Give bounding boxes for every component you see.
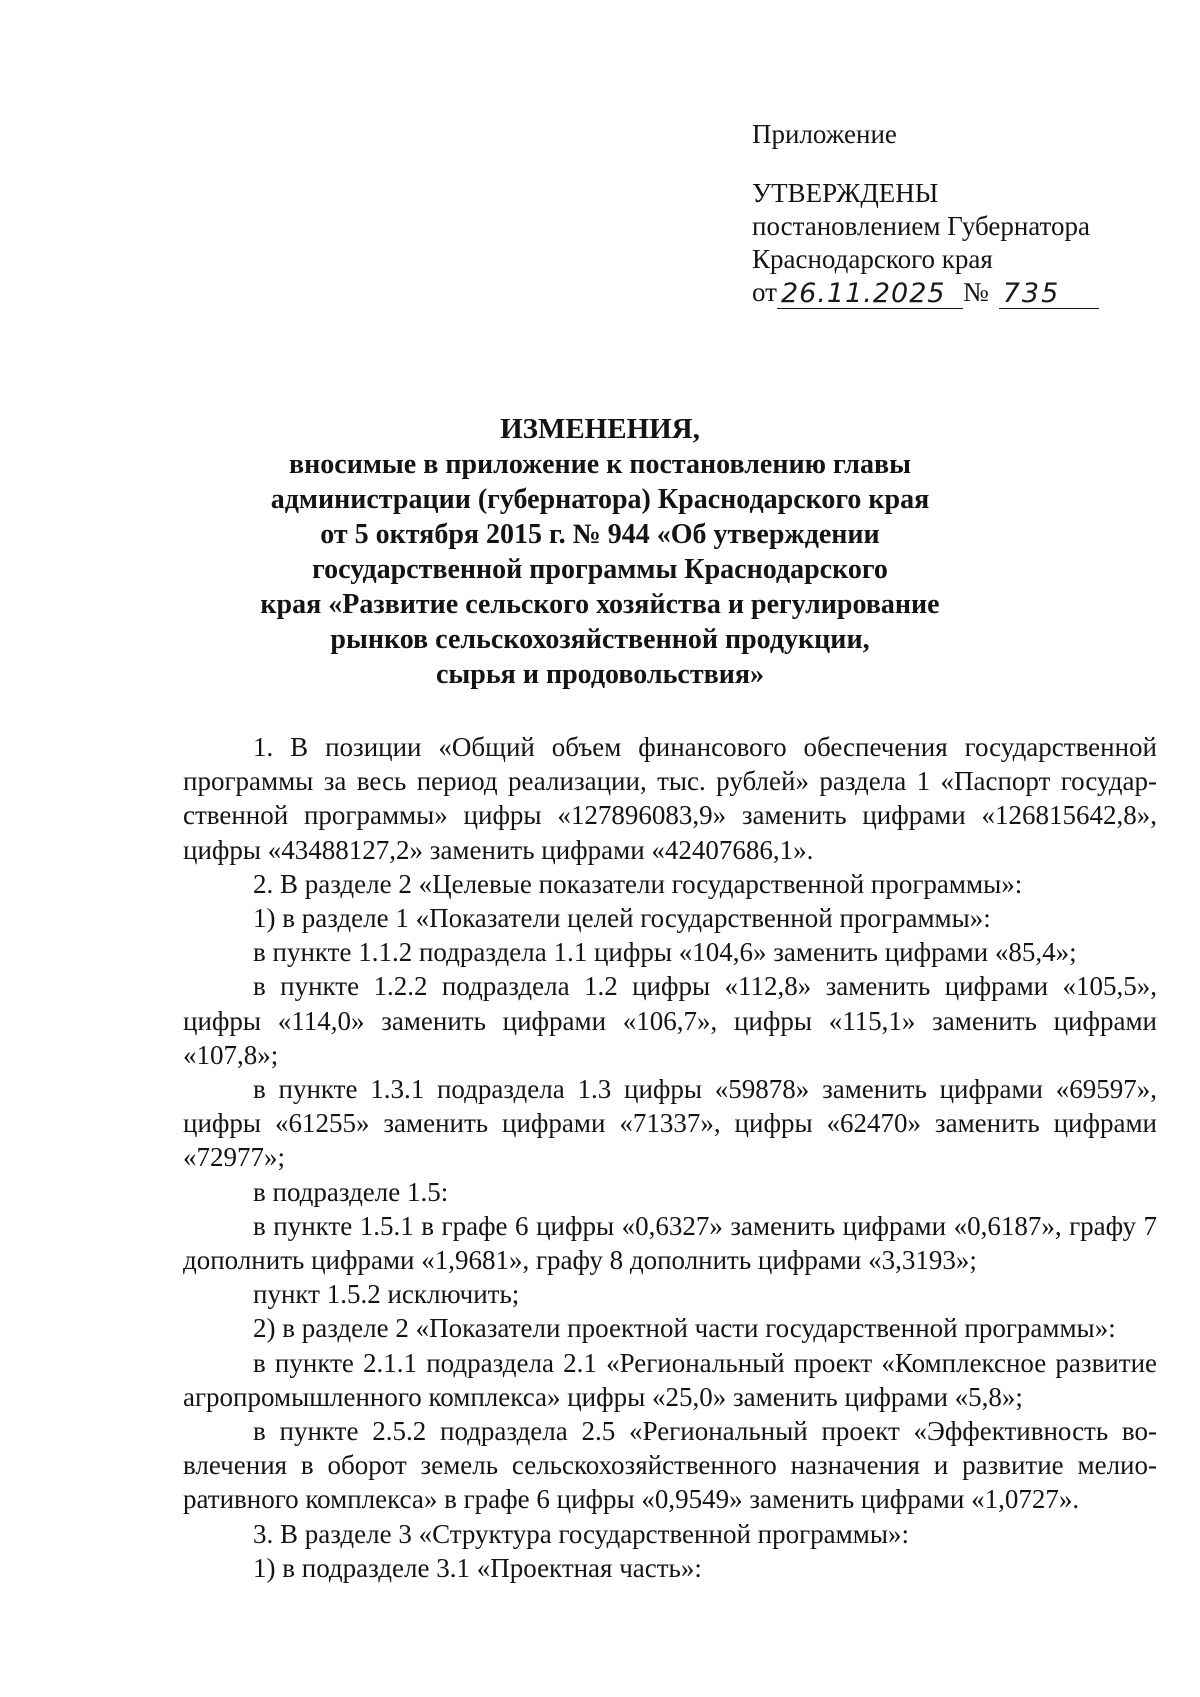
title-line-2: вносимые в приложение к постановлению главы <box>289 449 911 480</box>
paragraph-11: в пункте 2.1.1 подраздела 2.1 «Региональный проект «Комплексное развитие агропромышленного комплекса» цифры «25,0» заменить цифрами «5,8»; <box>183 1347 1157 1412</box>
title-line-1: ИЗМЕНЕНИЯ, <box>500 413 700 445</box>
approved-by-line2: Краснодарского края <box>752 244 993 274</box>
handwritten-number: 735 <box>999 280 1099 309</box>
title-line-6: края «Развитие сельского хозяйства и регулирование <box>260 589 940 620</box>
paragraph-13: 3. В разделе 3 «Структура государственной программы»: <box>253 1518 909 1549</box>
paragraph-7: в подразделе 1.5: <box>253 1176 449 1207</box>
paragraph-12: в пункте 2.5.2 подраздела 2.5 «Региональный проект «Эффективность вовлечения в оборот земель сельскохозяйственного назначения и развитие мелиоративного комплекса» в графе 6 цифры «0,9549» заменить цифрами «1,0727». <box>183 1416 1157 1515</box>
approval-block <box>752 118 1172 309</box>
paragraph-2: 2. В разделе 2 «Целевые показатели государственной программы»: <box>253 868 1023 899</box>
document-title <box>230 412 970 692</box>
title-line-3: администрации (губернатора) Краснодарского края <box>270 484 930 515</box>
title-line-5: государственной программы Краснодарского <box>312 554 888 585</box>
paragraph-1: 1. В позиции «Общий объем финансового обеспечения государственной программы за весь период реализации, тыс. рублей» раздела 1 «Паспорт государственной программы» цифры «127896083,9» заменить цифрами «126815642,8», цифры «43488127,2» заменить цифрами «42407686,1». <box>183 732 1157 865</box>
title-line-8: сырья и продовольствия» <box>436 659 764 690</box>
paragraph-9: пункт 1.5.2 исключить; <box>253 1279 520 1310</box>
paragraph-3: 1) в разделе 1 «Показатели целей государственной программы»: <box>253 903 991 934</box>
title-line-4: от 5 октября 2015 г. № 944 «Об утверждении <box>320 519 880 550</box>
paragraph-5: в пункте 1.2.2 подраздела 1.2 цифры «112,8» заменить цифрами «105,5», цифры «114,0» заменить цифрами «106,7», цифры «115,1» заменить цифрами «107,8»; <box>183 971 1157 1070</box>
date-number-line <box>752 276 1172 309</box>
handwritten-date: 26.11.2025 <box>777 280 963 309</box>
approved-by-line1: постановлением Губернатора <box>752 211 1090 241</box>
number-sign: № <box>962 277 989 307</box>
paragraph-10: 2) в разделе 2 «Показатели проектной части государственной программы»: <box>253 1313 1116 1344</box>
spacer <box>752 151 1172 177</box>
paragraph-14: 1) в подразделе 3.1 «Проектная часть»: <box>253 1552 702 1583</box>
appendix-label: Приложение <box>752 119 897 149</box>
title-line-7: рынков сельскохозяйственной продукции, <box>330 624 870 655</box>
paragraph-4: в пункте 1.1.2 подраздела 1.1 цифры «104,6» заменить цифрами «85,4»; <box>253 937 1077 968</box>
date-prefix: от <box>752 277 777 307</box>
approved-label: УТВЕРЖДЕНЫ <box>752 178 939 208</box>
paragraph-8: в пункте 1.5.1 в графе 6 цифры «0,6327» заменить цифрами «0,6187», графу 7 дополнить цифрами «1,9681», графу 8 дополнить цифрами «3,3193»; <box>183 1210 1157 1276</box>
document-body <box>183 730 1157 1585</box>
paragraph-6: в пункте 1.3.1 подраздела 1.3 цифры «59878» заменить цифрами «69597», цифры «61255» заменить цифрами «71337», цифры «62470» заменить цифрами «72977»; <box>183 1074 1157 1173</box>
